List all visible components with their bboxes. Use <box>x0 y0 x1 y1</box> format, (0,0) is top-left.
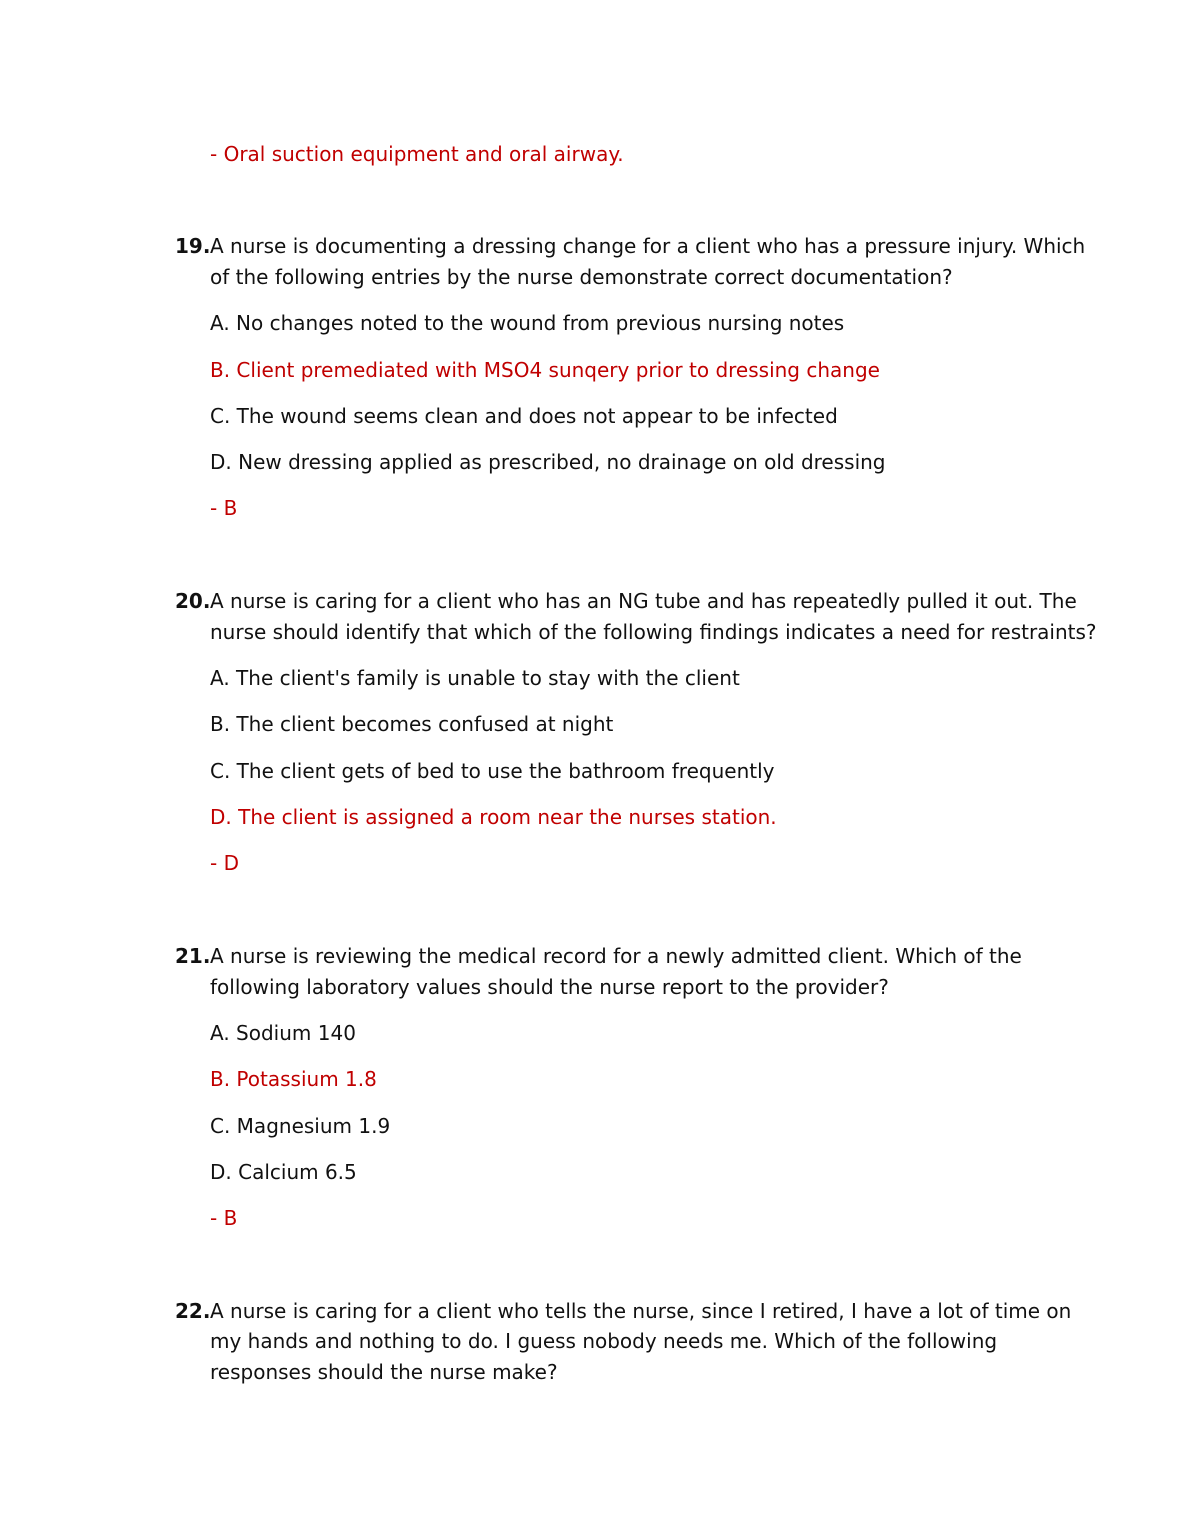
question-stem-line: my hands and nothing to do. I guess nobody needs me. Which of the following <box>210 1329 998 1353</box>
option-b: B. The client becomes confused at night <box>210 712 614 736</box>
option-c: C. Magnesium 1.9 <box>210 1114 391 1138</box>
option-a: A. Sodium 140 <box>210 1021 356 1045</box>
question-stem-line: responses should the nurse make? <box>210 1360 558 1384</box>
option-a: A. No changes noted to the wound from previous nursing notes <box>210 311 845 335</box>
option-b-correct: B. Potassium 1.8 <box>210 1067 377 1091</box>
question-number: 21. <box>175 944 211 968</box>
answer-key: - D <box>210 851 239 875</box>
question-stem-line: A nurse is caring for a client who tells the nurse, since I retired, I have a lot of time on <box>210 1299 1072 1323</box>
question-number: 20. <box>175 589 211 613</box>
option-c: C. The client gets of bed to use the bathroom frequently <box>210 759 775 783</box>
question-stem-line: following laboratory values should the nurse report to the provider? <box>210 975 889 999</box>
answer-line: - Oral suction equipment and oral airway. <box>210 142 624 166</box>
question-number: 22. <box>175 1299 211 1323</box>
option-d-correct: D. The client is assigned a room near the nurses station. <box>210 805 777 829</box>
option-d: D. Calcium 6.5 <box>210 1160 357 1184</box>
answer-key: - B <box>210 496 238 520</box>
question-stem-line: nurse should identify that which of the following findings indicates a need for restraints? <box>210 620 1097 644</box>
option-a: A. The client's family is unable to stay with the client <box>210 666 740 690</box>
answer-key: - B <box>210 1206 238 1230</box>
option-b-correct: B. Client premediated with MSO4 sunqery prior to dressing change <box>210 358 880 382</box>
option-c: C. The wound seems clean and does not appear to be infected <box>210 404 838 428</box>
question-stem-line: of the following entries by the nurse demonstrate correct documentation? <box>210 265 953 289</box>
question-number: 19. <box>175 234 211 258</box>
question-stem-line: A nurse is caring for a client who has an NG tube and has repeatedly pulled it out. The <box>210 589 1077 613</box>
question-stem-line: A nurse is reviewing the medical record for a newly admitted client. Which of the <box>210 944 1022 968</box>
question-stem-line: A nurse is documenting a dressing change for a client who has a pressure injury. Which <box>210 234 1086 258</box>
option-d: D. New dressing applied as prescribed, no drainage on old dressing <box>210 450 886 474</box>
